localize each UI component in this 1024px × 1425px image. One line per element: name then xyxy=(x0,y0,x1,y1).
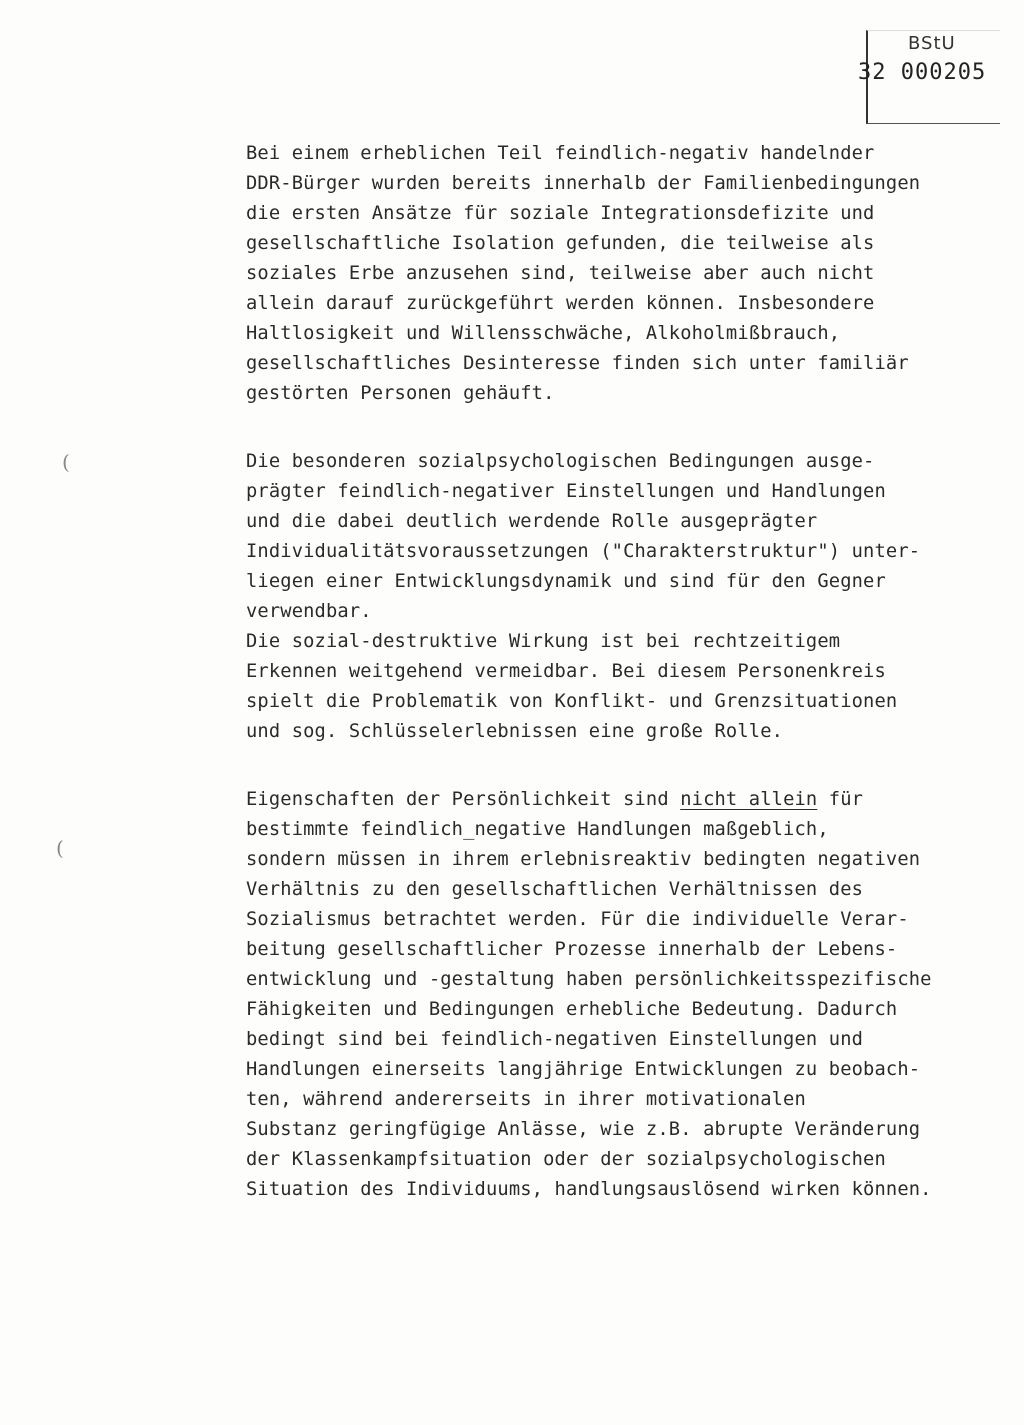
text-line: Die besonderen sozialpsychologischen Bedingungen ausge- xyxy=(246,450,875,472)
text-line: Erkennen weitgehend vermeidbar. Bei diesem Personenkreis xyxy=(246,660,886,682)
text-line: Sozialismus betrachtet werden. Für die individuelle Verar- xyxy=(246,908,909,930)
text-line: bedingt sind bei feindlich-negativen Einstellungen und xyxy=(246,1028,864,1050)
text-line: Verhältnis zu den gesellschaftlichen Verhältnissen des xyxy=(246,878,864,900)
text-line: Fähigkeiten und Bedingungen erhebliche Bedeutung. Dadurch xyxy=(246,998,898,1020)
underlined-emphasis: nicht allein xyxy=(680,788,818,810)
text-line: gesellschaftliche Isolation gefunden, die teilweise als xyxy=(246,232,875,254)
text-line: soziales Erbe anzusehen sind, teilweise aber auch nicht xyxy=(246,262,875,284)
text-line: beitung gesellschaftlicher Prozesse innerhalb der Lebens- xyxy=(246,938,898,960)
text-line: und sog. Schlüsselerlebnissen eine große Rolle. xyxy=(246,720,784,742)
punch-hole-mark: ( xyxy=(56,836,64,860)
text-line: und die dabei deutlich werdende Rolle ausgeprägter xyxy=(246,510,818,532)
archive-page-number: 32 000205 xyxy=(858,60,987,85)
text-line: die ersten Ansätze für soziale Integrationsdefizite und xyxy=(246,202,875,224)
text-line: Bei einem erheblichen Teil feindlich-negativ handelnder xyxy=(246,142,875,164)
text-line: der Klassenkampfsituation oder der sozialpsychologischen xyxy=(246,1148,886,1170)
text-segment: für xyxy=(817,788,864,810)
text-line: Situation des Individuums, handlungsauslösend wirken können. xyxy=(246,1178,932,1200)
paragraph-1 xyxy=(246,138,986,408)
text-line: gestörten Personen gehäuft. xyxy=(246,382,555,404)
punch-hole-mark: ( xyxy=(62,450,70,474)
text-line: Haltlosigkeit und Willensschwäche, Alkoholmißbrauch, xyxy=(246,322,841,344)
text-line: prägter feindlich-negativer Einstellungen und Handlungen xyxy=(246,480,886,502)
text-line: bestimmte feindlich_negative Handlungen maßgeblich, xyxy=(246,818,829,840)
text-line: entwicklung und -gestaltung haben persönlichkeitsspezifische xyxy=(246,968,932,990)
text-line: Individualitätsvoraussetzungen ("Charakterstruktur") unter- xyxy=(246,540,921,562)
body-text xyxy=(246,138,986,1242)
text-line xyxy=(246,784,976,814)
text-segment: Eigenschaften der Persönlichkeit sind xyxy=(246,788,681,810)
text-line: liegen einer Entwicklungsdynamik und sind für den Gegner xyxy=(246,570,886,592)
paragraph-3 xyxy=(246,784,986,1204)
text-line: verwendbar. xyxy=(246,600,372,622)
text-line: gesellschaftliches Desinteresse finden sich unter familiär xyxy=(246,352,909,374)
text-line: sondern müssen in ihrem erlebnisreaktiv bedingten negativen xyxy=(246,848,921,870)
archive-stamp-code: BStU xyxy=(908,33,956,54)
text-line: DDR-Bürger wurden bereits innerhalb der Familienbedingungen xyxy=(246,172,921,194)
text-line: Substanz geringfügige Anlässe, wie z.B. abrupte Veränderung xyxy=(246,1118,921,1140)
text-line: allein darauf zurückgeführt werden können. Insbesondere xyxy=(246,292,875,314)
paragraph-2 xyxy=(246,446,986,746)
text-line: Die sozial-destruktive Wirkung ist bei rechtzeitigem xyxy=(246,630,841,652)
text-line: Handlungen einerseits langjährige Entwicklungen zu beobach- xyxy=(246,1058,921,1080)
text-line: ten, während andererseits in ihrer motivationalen xyxy=(246,1088,806,1110)
text-line: spielt die Problematik von Konflikt- und Grenzsituationen xyxy=(246,690,898,712)
